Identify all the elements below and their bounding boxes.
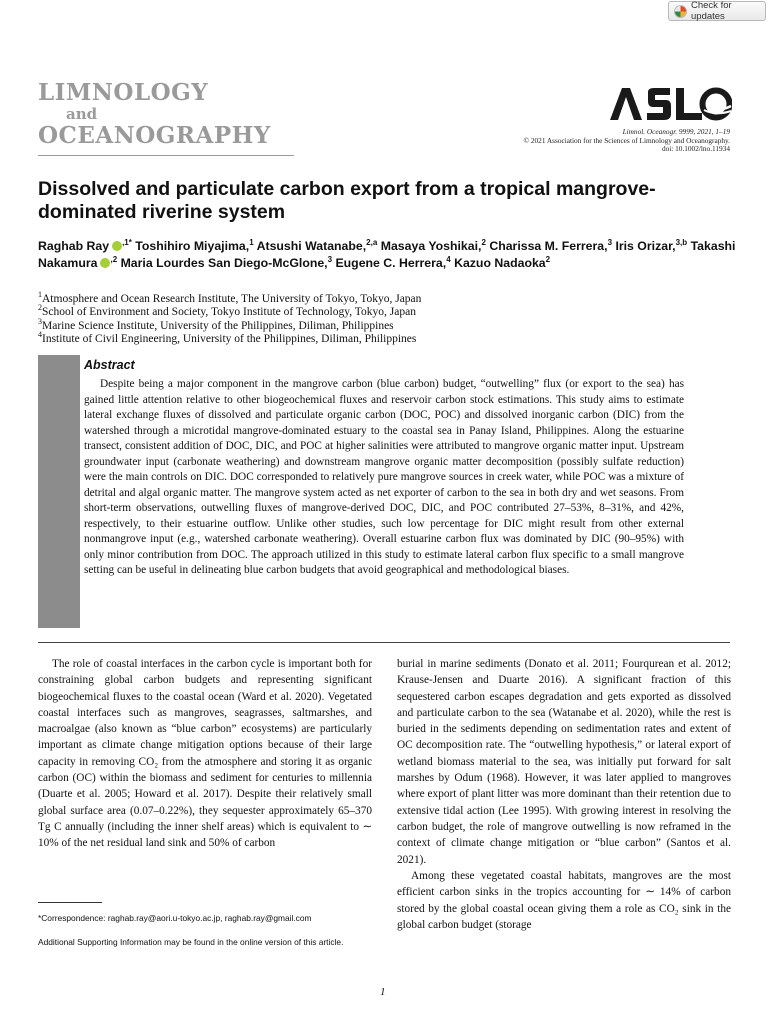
author-list: [38, 238, 738, 271]
affiliation-item: $^3$Marine Science Institute, University of the Philippines, Diliman, Philippines: [38, 316, 394, 332]
orcid-icon[interactable]: [100, 258, 110, 268]
affiliation-item: $^2$School of Environment and Society, Tokyo Institute of Technology, Tokyo, Japan: [38, 303, 416, 319]
doi-line[interactable]: doi: 10.1002/lno.11934: [661, 144, 730, 154]
journal-name-line2: and: [66, 105, 98, 123]
body-right-paragraph-1: burial in marine sediments (Donato et al. 2011; Fourqurean et al. 2012; Krause-Jensen and Duarte 2016). A significant fraction of this sequestered carbon escapes degradation and gets exported as dissolved and particulate carbon to the sea (Watanabe et al. 2020), while the rest is buried in the sediments depending on sedimentation rates and extent of OC decomposition rate. The “outwelling hypothesis,” or lateral export of wetland biomass material to the sea, was initially put forward for salt marshes by Odum (1968). However, it was later applied to mangroves where export of plant litter was more dominant than their retention due to extensive tidal action (Lee 1995). With growing interest in resolving the carbon budget, the role of mangrove outwelling is now reframed in the context of climate change mitigation or “blue carbon” (Santos et al. 2021).: [397, 658, 731, 866]
copyright-line: © 2021 Association for the Sciences of Limnology and Oceanography.: [523, 135, 730, 145]
journal-name-line3: OCEANOGRAPHY: [38, 122, 271, 149]
author-affiliation-marker: 2,a: [366, 237, 378, 247]
supporting-info-footnote: Additional Supporting Information may be found in the online version of this article.: [38, 937, 344, 947]
journal-name: [38, 80, 271, 150]
journal-divider: [38, 155, 294, 156]
affiliation-item: $^1$Atmosphere and Ocean Research Institute, The University of Tokyo, Tokyo, Japan: [38, 290, 422, 305]
correspondence-footnote: *Correspondence: raghab.ray@aori.u-tokyo.ac.jp, raghab.ray@gmail.com: [38, 913, 312, 923]
author-affiliation-marker: 3: [607, 237, 613, 247]
author-name: Masaya Yoshikai,: [380, 239, 482, 253]
abstract-sidebar: [38, 355, 80, 628]
author-name: Raghab Ray: [38, 239, 110, 253]
body-right-paragraph-2: Among these vegetated coastal habitats, mangroves are the most efficient carbon sinks in the tropics accounting for ∼ 14% of carbon stored by the global coastal ocean giving them a role as CO₂ sink in the global carbon budget (storage: [397, 870, 731, 931]
author-affiliation-marker: ,2: [110, 254, 118, 264]
check-for-updates-icon: [674, 5, 687, 18]
abstract-heading: Abstract: [84, 358, 135, 372]
article-title: Dissolved and particulate carbon export from a tropical mangrove-dominated riverine system: [38, 178, 656, 223]
body-left-paragraph: The role of coastal interfaces in the carbon cycle is important both for constraining global carbon budgets and representing significant biogeochemical fluxes to the coastal ocean (Ward et al. 2020). Vegetated coastal interfaces such as mangroves, seagrasses, saltmarshes, and macroalgae (also known as “blue carbon” ecosystems) are particularly important as climate change mitigation options because of their large capacity in removing CO₂ from the atmosphere and storing it as organic carbon (OC) within the biomass and sediment for centuries to millennia (Duarte et al. 2005; Howard et al. 2017). Despite their relatively small global surface area (0.07–0.22%), they sequester approximately 65–370 Tg C annually (including the inner shelf areas) which is equivalent to ∼ 10% of the net residual land sink and 50% of carbon: [38, 658, 372, 850]
citation-block: [524, 128, 731, 154]
check-for-updates-label: Check for updates: [691, 0, 732, 22]
author-name: Charissa M. Ferrera,: [489, 239, 608, 253]
footnote-divider: [38, 902, 102, 903]
affiliation-item: $^4$Institute of Civil Engineering, University of the Philippines, Diliman, Philippines: [38, 330, 417, 345]
author-affiliation-marker: 4: [446, 254, 451, 264]
check-for-updates-button[interactable]: [668, 1, 766, 21]
author-affiliation-marker: 2: [481, 237, 486, 247]
page-number: 1: [380, 986, 386, 998]
journal-name-line1: LIMNOLOGY: [38, 79, 209, 106]
abstract-divider: [38, 642, 730, 643]
affiliation-list: [38, 290, 738, 346]
aslo-logo: [608, 86, 732, 127]
author-name: Takashi Nakamura: [38, 239, 736, 270]
author-affiliation-marker: ,1*: [122, 237, 132, 247]
author-name: Toshihiro Miyajima,: [135, 239, 250, 253]
author-affiliation-marker: 2: [545, 254, 551, 264]
author-affiliation-marker: 3,b: [675, 237, 688, 247]
author-name: Eugene C. Herrera,: [335, 255, 447, 270]
author-name: Atsushi Watanabe,: [256, 239, 367, 253]
citation-ref: Limnol. Oceanogr. 9999, 2021, 1–19: [622, 127, 730, 136]
orcid-icon[interactable]: [112, 241, 122, 251]
abstract-text: Despite being a major component in the mangrove carbon (blue carbon) budget, “outwelling” flux (or export to the sea) has gained little attention relative to other biogeochemical fluxes and reservoir carbon stock estimations. This study aims to estimate lateral exchange fluxes of dissolved and particulate organic carbon (DOC, POC) and dissolved inorganic carbon (DIC) from the watershed through a microtidal mangrove-dominated estuary to the coastal sea in Panay Island, Philippines. Along the estuarine transect, consistent addition of DOC, DIC, and POC at higher salinities were attributed to mangrove organic matter input. Upstream groundwater input (carbonate weathering) and downstream mangrove organic matter decomposition (possibly sulfate reduction) were the main controls on DIC. DOC corresponded to relatively pure mangrove sources in creek water, while POC was a mixture of detrital and algal organic matter. The mangrove system acted as net exporter of carbon to the sea in both dry and wet seasons. From short-term observations, outwelling fluxes of mangrove-derived DOC, DIC, and POC contributed 27–53%, 8–31%, and 42%, respectively, to their estuarine outflow. Unlike other studies, such low percentage for DIC might result from other external nonmangrove input (e.g., watershed carbonate weathering). Overall estuarine carbon flux was dominated by DIC (90–95%) with only minor contribution from DOC. The approach utilized in this study to estimate lateral carbon flux specific to a small mangrove setting can be useful in delineating blue carbon budgets that avoid geographical and methodological biases.: [84, 378, 684, 576]
author-affiliation-marker: 1: [249, 237, 254, 247]
author-affiliation-marker: 3: [327, 254, 333, 264]
author-name: Maria Lourdes San Diego-McGlone,: [120, 255, 328, 270]
author-name: Kazuo Nadaoka: [454, 255, 546, 270]
author-name: Iris Orizar,: [615, 239, 676, 253]
